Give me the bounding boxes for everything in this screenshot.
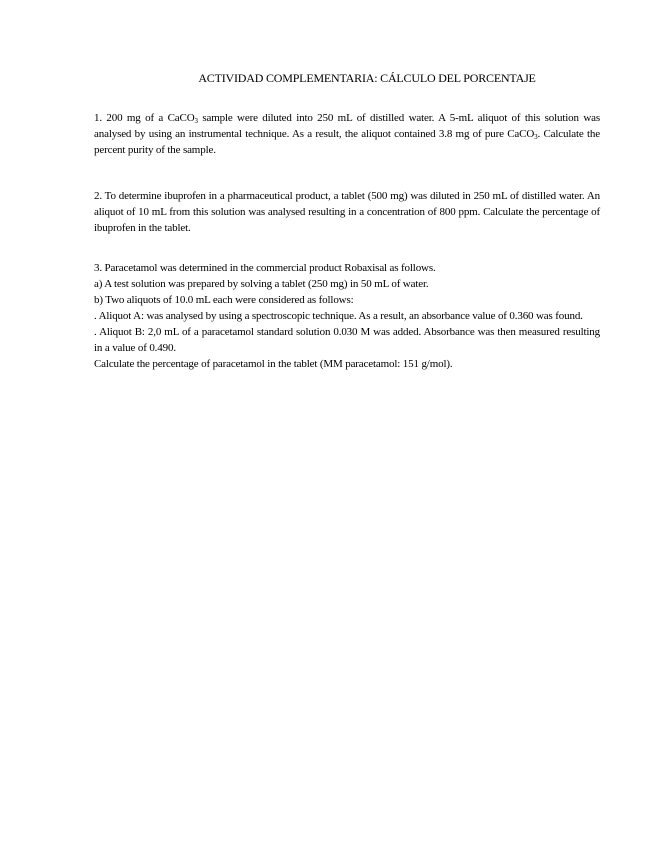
question-3-aliquot-b: . Aliquot B: 2,0 mL of a paracetamol standard solution 0.030 M was added. Absorbance was then measured resulting in a value of 0.490. <box>94 326 600 354</box>
question-3-step-b: b) Two aliquots of 10.0 mL each were considered as follows: <box>94 294 354 306</box>
question-3-step-a: a) A test solution was prepared by solving a tablet (250 mg) in 50 mL of water. <box>94 278 429 290</box>
question-1-text <box>94 110 600 158</box>
question-2 <box>94 188 600 236</box>
question-1-part-c: . Calculate the percent purity of the sample. <box>94 128 600 156</box>
question-2-text: 2. To determine ibuprofen in a pharmaceutical product, a tablet (500 mg) was diluted in 250 mL of distilled water. An aliquot of 10 mL from this solution was analysed resulting in a concentration of 800 ppm. Calculate the percentage of ibuprofen in the tablet. <box>94 190 600 234</box>
document-title: ACTIVIDAD COMPLEMENTARIA: CÁLCULO DEL PORCENTAJE <box>198 71 536 85</box>
question-1-subscript-b: 3 <box>534 133 538 141</box>
question-1 <box>94 110 600 158</box>
question-1-part-a: 1. 200 mg of a CaCO <box>94 112 195 124</box>
question-3-intro: 3. Paracetamol was determined in the commercial product Robaxisal as follows. <box>94 262 436 274</box>
question-3-aliquot-a: . Aliquot A: was analysed by using a spectroscopic technique. As a result, an absorbance value of 0.360 was found. <box>94 310 583 322</box>
question-1-subscript-a: 3 <box>194 117 198 125</box>
question-3 <box>94 260 600 372</box>
question-3-final-question: Calculate the percentage of paracetamol in the tablet (MM paracetamol: 151 g/mol). <box>94 358 453 370</box>
question-1-part-b: sample were diluted into 250 mL of distilled water. A 5-mL aliquot of this solution was analysed by using an instrumental technique. As a result, the aliquot contained 3.8 mg of pure CaCO <box>94 112 600 140</box>
